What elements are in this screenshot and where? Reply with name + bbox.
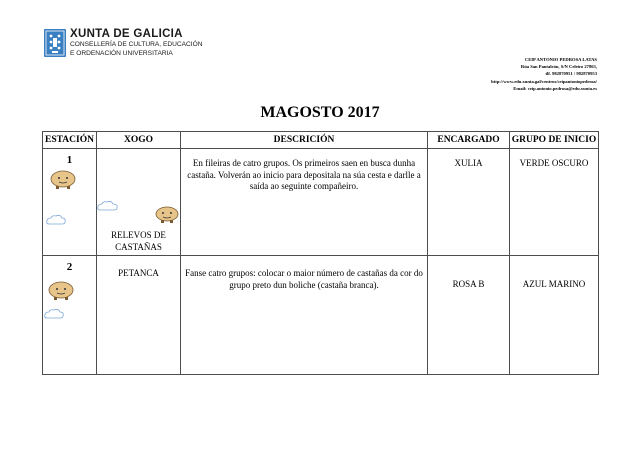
table-header-row [43, 132, 599, 149]
org-name: XUNTA DE GALICIA [70, 28, 183, 40]
header-station: ESTACIÓN [43, 132, 97, 149]
school-website: http://www.edu.xunta.gal/centros/ceipantoniopedrosa/ [491, 78, 597, 84]
description-cell [181, 256, 428, 375]
station-cell [43, 256, 97, 375]
game-name: PETANCA [118, 268, 159, 278]
table-row [43, 149, 599, 256]
org-line-1: CONSELLERÍA DE CULTURA, EDUCACIÓN [70, 41, 203, 48]
game-cell [97, 149, 181, 256]
cloud-icon [46, 214, 66, 226]
game-name: RELEVOS DE CASTAÑAS [111, 230, 166, 252]
chestnut-character-icon [154, 206, 180, 224]
page-title: MAGOSTO 2017 [260, 104, 380, 121]
school-name: CEIP ANTONIO PEDROSA LATAS [524, 57, 597, 62]
header-description: DESCRICIÓN [181, 132, 428, 149]
xunta-logo-icon [44, 29, 66, 57]
group-cell [510, 256, 599, 375]
stations-table [42, 131, 599, 375]
org-line-2: E ORDENACIÓN UNIVERSITARIA [70, 49, 173, 57]
header-group: GRUPO DE INICIO [510, 132, 599, 149]
manager-cell [428, 149, 510, 256]
chestnut-character-icon [48, 170, 78, 190]
group-name: VERDE OSCURO [519, 158, 589, 168]
description-cell [181, 149, 428, 256]
school-address: Rúa San Pantaleón, S/N Celeiro 27863, [520, 64, 597, 70]
group-name: AZUL MARINO [522, 279, 586, 289]
school-info [491, 56, 597, 92]
cloud-icon [44, 308, 64, 320]
group-cell [510, 149, 599, 256]
manager-name: XULIA [454, 158, 483, 168]
school-email: Email: ceip.antonio.pedrosa@edu.xunta.es [513, 85, 597, 91]
station-number: 1 [66, 154, 73, 166]
station-cell [43, 149, 97, 256]
manager-cell [428, 256, 510, 375]
organization-block [70, 28, 203, 58]
manager-name: ROSA B [452, 279, 485, 289]
header-game: XOGO [97, 132, 181, 149]
table-row [43, 256, 599, 375]
school-phone: tlf. 982870951 / 982870953 [545, 71, 597, 77]
description-text: En fileiras de catro grupos. Os primeiros saen en busca dunha castaña. Volverán ao inicio para depositala na súa cesta e darlle a saída ao seguinte compañeiro. [187, 158, 421, 191]
game-cell [97, 256, 181, 375]
chestnut-character-icon [46, 281, 76, 301]
header-manager: ENCARGADO [428, 132, 510, 149]
cloud-icon [97, 199, 119, 212]
station-number: 2 [66, 261, 73, 273]
description-text: Fanse catro grupos: colocar o maior número de castañas da cor do grupo preto dun boliche (castaña branca). [185, 268, 423, 290]
